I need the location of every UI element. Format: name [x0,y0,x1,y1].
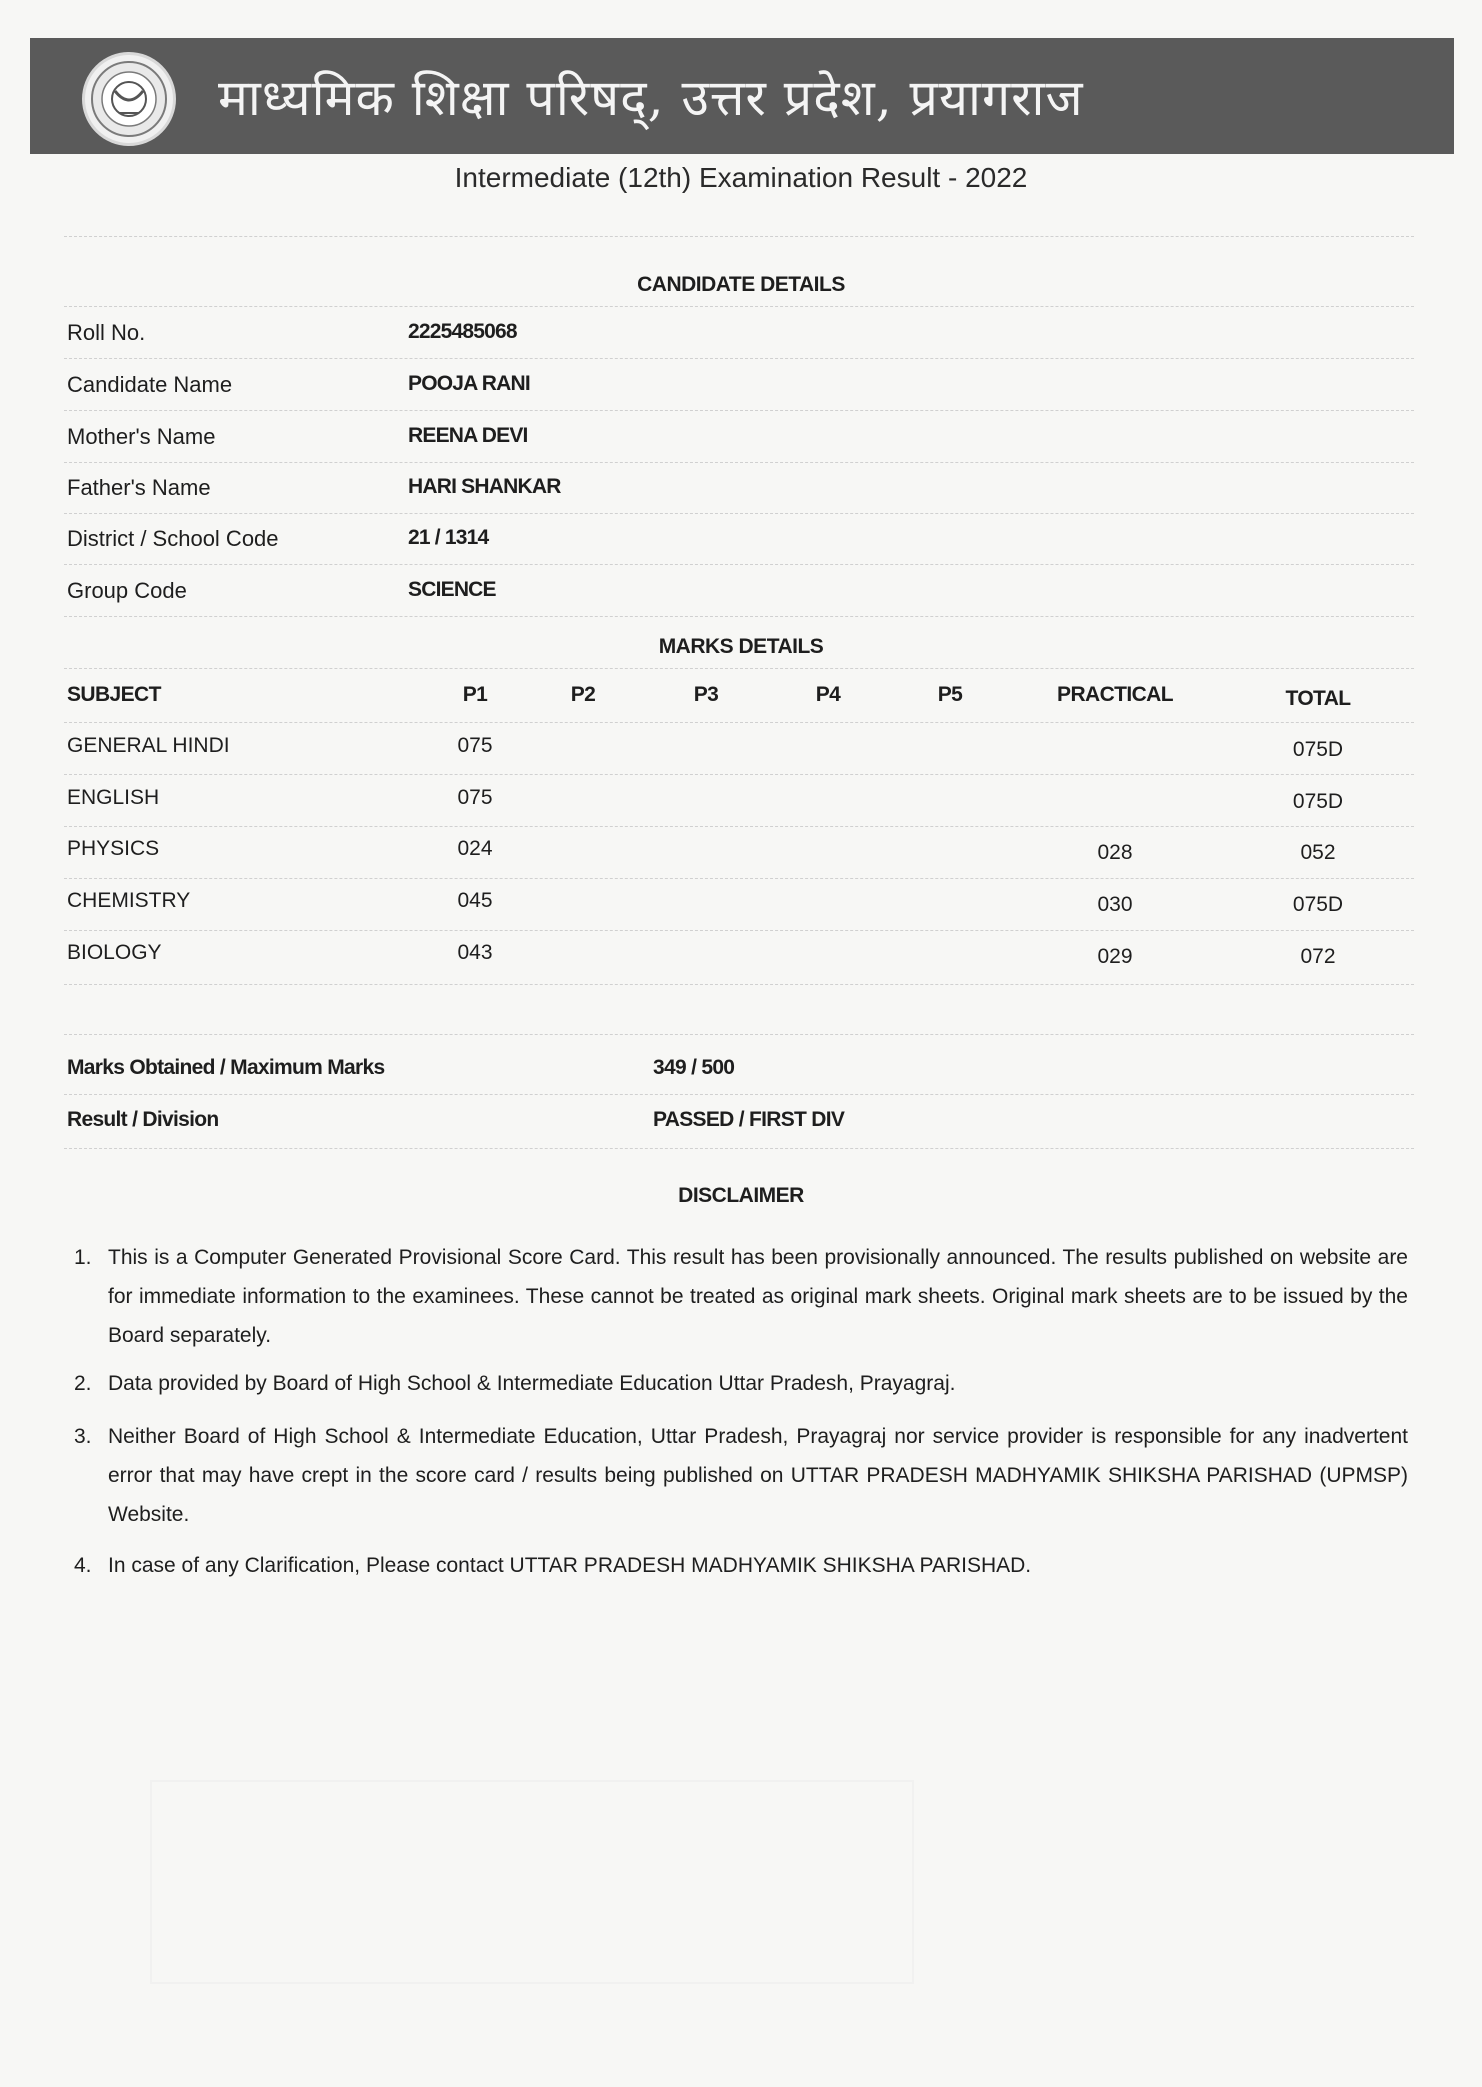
column-header-p5: P5 [937,683,963,706]
divider [64,1034,1414,1035]
disclaimer-number: 1. [74,1246,92,1269]
divider [64,513,1414,514]
disclaimer-item [74,1238,1408,1355]
total-mark: 052 [1300,841,1336,864]
practical-mark: 030 [1097,893,1133,916]
disclaimer-heading: DISCLAIMER [678,1184,804,1207]
disclaimer-item [74,1546,1408,1585]
disclaimer-text: Neither Board of High School & Intermediate Education, Uttar Pradesh, Prayagraj nor service provider is responsible for any inadvertent error that may have crept in the score card / results being published on UTTAR PRADESH MADHYAMIK SHIKSHA PARISHAD (UPMSP) Website. [108,1425,1408,1526]
disclaimer-number: 4. [74,1554,92,1577]
divider [64,722,1414,723]
column-header-p4: P4 [815,683,841,706]
marks-row [0,734,1482,784]
column-header-practical: PRACTICAL [1057,683,1173,706]
candidate-row-name [0,372,1482,422]
p1-mark: 024 [457,837,493,860]
p1-mark: 043 [457,941,493,964]
disclaimer-item [74,1417,1408,1534]
divider [64,984,1414,985]
divider [64,236,1414,237]
column-header-p3: P3 [693,683,719,706]
field-value: SCIENCE [408,578,496,601]
field-value: POOJA RANI [408,372,530,395]
marks-row [0,889,1482,939]
field-label: Mother's Name [67,424,216,449]
disclaimer-text: In case of any Clarification, Please contact UTTAR PRADESH MADHYAMIK SHIKSHA PARISHAD. [108,1554,1032,1577]
disclaimer-text: Data provided by Board of High School & Intermediate Education Uttar Pradesh, Prayagraj. [108,1372,956,1395]
divider [64,358,1414,359]
divider [64,462,1414,463]
field-value: REENA DEVI [408,424,528,447]
p1-mark: 045 [457,889,493,912]
divider [64,826,1414,827]
disclaimer-number: 2. [74,1372,92,1395]
divider [64,930,1414,931]
divider [64,306,1414,307]
divider [64,1094,1414,1095]
practical-mark: 029 [1097,945,1133,968]
total-mark: 075D [1292,738,1344,761]
marks-header-row [0,683,1482,733]
column-header-p2: P2 [570,683,596,706]
field-value: HARI SHANKAR [408,475,561,498]
up-board-seal-icon [82,52,176,146]
header-banner [30,38,1454,154]
subject-name: PHYSICS [67,837,160,860]
field-value: 21 / 1314 [408,526,489,549]
divider [64,668,1414,669]
board-name: माध्यमिक शिक्षा परिषद्, उत्तर प्रदेश, प्रयागराज [218,69,1084,127]
divider [64,616,1414,617]
candidate-row-group [0,578,1482,628]
column-header-p1: P1 [462,683,488,706]
p1-mark: 075 [457,734,493,757]
background-watermark [150,1780,914,1984]
column-header-subject: SUBJECT [67,683,161,706]
marks-obtained-value: 349 / 500 [653,1056,735,1079]
candidate-row-father [0,475,1482,525]
field-label: Roll No. [67,320,146,345]
field-value: 2225485068 [408,320,517,343]
disclaimer-item [74,1364,1408,1403]
marks-row [0,837,1482,887]
disclaimer-number: 3. [74,1425,92,1448]
field-label: District / School Code [67,526,279,551]
document-title: Intermediate (12th) Examination Result - 2022 [454,162,1028,193]
result-division-value: PASSED / FIRST DIV [653,1108,845,1131]
subject-name: CHEMISTRY [67,889,191,912]
total-mark: 075D [1292,893,1344,916]
candidate-row-mother [0,424,1482,474]
divider [64,1148,1414,1149]
divider [64,878,1414,879]
practical-mark: 028 [1097,841,1133,864]
divider [64,774,1414,775]
candidate-row-district [0,526,1482,576]
field-label: Father's Name [67,475,211,500]
subject-name: ENGLISH [67,786,160,809]
p1-mark: 075 [457,786,493,809]
total-mark: 075D [1292,790,1344,813]
marks-details-heading: MARKS DETAILS [658,635,824,658]
divider [64,564,1414,565]
marks-obtained-label: Marks Obtained / Maximum Marks [67,1056,385,1079]
divider [64,410,1414,411]
column-header-total: TOTAL [1285,687,1351,710]
field-label: Group Code [67,578,187,603]
subject-name: GENERAL HINDI [67,734,230,757]
marks-row [0,786,1482,836]
result-division-label: Result / Division [67,1108,219,1131]
subject-name: BIOLOGY [67,941,162,964]
candidate-details-heading: CANDIDATE DETAILS [637,273,845,296]
field-label: Candidate Name [67,372,233,397]
candidate-row-roll [0,320,1482,370]
disclaimer-text: This is a Computer Generated Provisional Score Card. This result has been provisionally announced. The results published on website are for immediate information to the examinees. These cannot be treated as original mark sheets. Original mark sheets are to be issued by the Board separately. [108,1246,1408,1347]
total-mark: 072 [1300,945,1336,968]
